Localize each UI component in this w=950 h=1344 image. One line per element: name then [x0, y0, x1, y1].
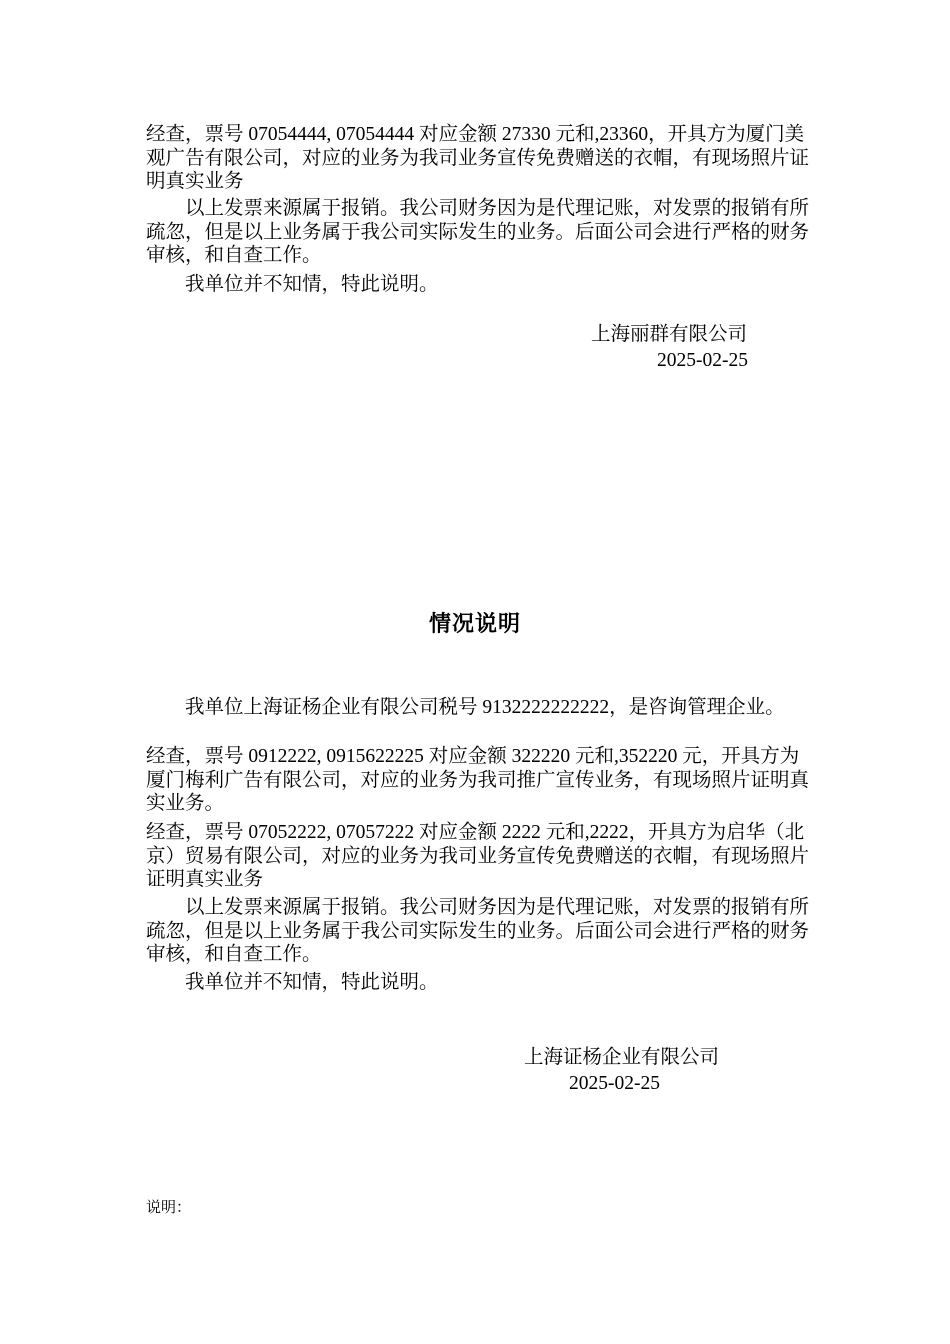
paragraph-reimbursement-2: 以上发票来源属于报销。我公司财务因为是代理记账，对发票的报销有所疏忽，但是以上业务属于我公司实际发生的业务。后面公司会进行严格的财务审核，和自查工作。 [146, 897, 810, 965]
document-title: 情况说明 [428, 612, 521, 637]
paragraph-ticket-check-3: 经查，票号 07052222, 07057222 对应金额 2222 元和,2222，开具方为启华（北京）贸易有限公司，对应的业务为我司业务宣传免费赠送的衣帽，有现场照片证明真实业务 [146, 822, 810, 890]
paragraph-ticket-check-2: 经查，票号 0912222, 0915622225 对应金额 322220 元和,352220 元，开具方为厦门梅利广告有限公司，对应的业务为我司推广宣传业务，有现场照片证明真实业务。 [146, 746, 810, 814]
paragraph-reimbursement-1: 以上发票来源属于报销。我公司财务因为是代理记账，对发票的报销有所疏忽，但是以上业务属于我公司实际发生的业务。后面公司会进行严格的财务审核，和自查工作。 [146, 198, 810, 266]
signature-date-1: 2025-02-25 [657, 350, 748, 371]
paragraph-ticket-check-1: 经查，票号 07054444, 07054444 对应金额 27330 元和,23360，开具方为厦门美观广告有限公司，对应的业务为我司业务宣传免费赠送的衣帽，有现场照片证明真实业务 [146, 124, 810, 192]
footer-note: 说明： [146, 1200, 192, 1216]
signature-date-2: 2025-02-25 [569, 1073, 660, 1094]
paragraph-not-aware-1: 我单位并不知情，特此说明。 [146, 274, 439, 295]
paragraph-not-aware-2: 我单位并不知情，特此说明。 [146, 972, 439, 993]
signature-company-2: 上海证杨企业有限公司 [524, 1047, 720, 1068]
signature-company-1: 上海丽群有限公司 [591, 324, 748, 345]
paragraph-company-intro: 我单位上海证杨企业有限公司税号 9132222222222，是咨询管理企业。 [146, 697, 785, 718]
